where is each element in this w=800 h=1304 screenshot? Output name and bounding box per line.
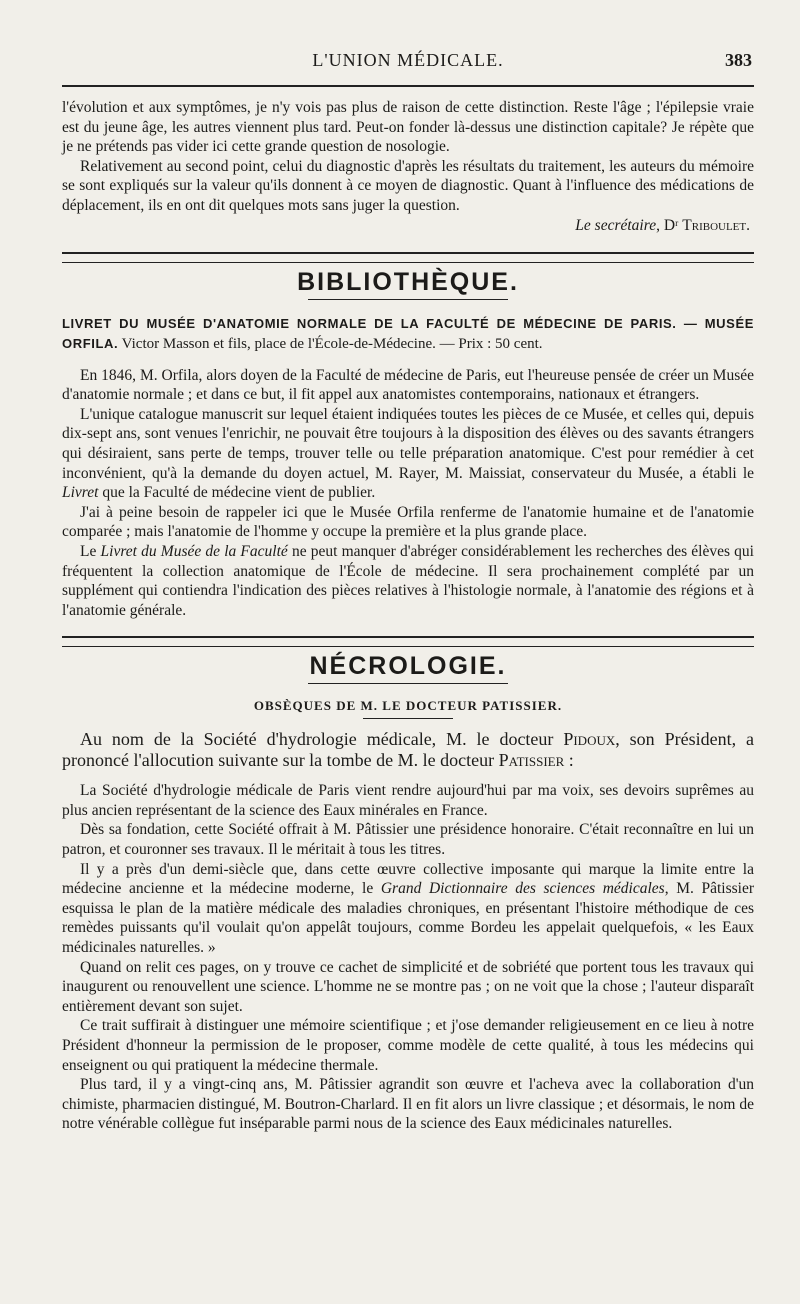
allocution-text: Au nom de la Société d'hydrologie médicale, M. le docteur — [80, 729, 564, 750]
paragraph-text: Le — [80, 542, 101, 560]
signature-role: Le secrétaire — [575, 216, 657, 234]
bibliotheque-body — [62, 366, 754, 621]
title-underline — [308, 683, 508, 684]
title-underline — [308, 299, 508, 300]
paragraph — [62, 860, 754, 958]
paragraph: Ce trait suffirait à distinguer une mémoire scientifique ; et j'ose demander religieusement en ce lieu à notre Président d'honneur la permission de le proposer, comme modèle de cette qualité, à tous les médecins qui enseignent ou qui pratiquent la médecine thermale. — [62, 1017, 754, 1074]
running-head — [62, 0, 754, 70]
necrologie-subtitle: OBSÈQUES DE M. LE DOCTEUR PATISSIER. — [253, 698, 563, 714]
section-title-necrologie: NÉCROLOGIE. — [309, 652, 507, 681]
name-pidoux: Pidoux — [563, 729, 616, 750]
paragraph: Quand on relit ces pages, on y trouve ce cachet de simplicité et de sobriété que portent tous les travaux qui inaugurent ou renouvellent une science. L'homme ne se montre pas ; on ne voit que la chose ; l'auteur disparaît entièrement devant son sujet. — [62, 958, 754, 1015]
allocution-text: , son Président, a prononcé l'allocution suivante sur la tombe de M. le docteur — [62, 729, 754, 771]
paragraph: Relativement au second point, celui du diagnostic d'après les résultats du traitement, les auteurs du mémoire se sont expliqués sur la valeur qu'ils donnent à ce moyen de diagnostic. Quant à l'influence des médications de déplacement, ils en ont dit quelques mots sans juger la question. — [62, 157, 754, 214]
section-divider — [62, 636, 754, 647]
paragraph: En 1846, M. Orfila, alors doyen de la Faculté de médecine de Paris, eut l'heureuse pensée de créer un Musée d'anatomie normale ; et dans ce but, il fit appel aux anatomistes contemporains, nationaux et étrangers. — [62, 366, 754, 404]
name-patissier: Patissier — [498, 750, 565, 771]
book-entry — [62, 314, 754, 354]
paragraph-text: que la Faculté de médecine vient de publier. — [98, 484, 376, 502]
book-entry-title: LIVRET DU MUSÉE D'ANATOMIE NORMALE DE LA FACULTÉ DE MÉDECINE DE PARIS. — MUSÉE ORFILA. — [62, 315, 754, 351]
paragraph-text: ne peut manquer d'abréger considérablement les recherches des élèves qui fréquentent la collection anatomique de l'École de médecine. Il sera prochainement complété par un supplément qui contiendra l'indication des pièces relatives à l'histologie normale, à l'anatomie des régions et à l'anatomie générale. — [62, 542, 754, 619]
paragraph-text: , M. Pâtissier esquissa le plan de la matière médicale des maladies chroniques, en présentant l'histoire méthodique de ces remèdes puissants qu'il voulait qu'on appelât toujours, comme Bordeu les appelait quelquefois, « les Eaux médicinales naturelles. » — [62, 880, 755, 957]
paragraph: La Société d'hydrologie médicale de Paris vient rendre aujourd'hui par ma voix, ses devoirs suprêmes au plus ancien représentant de la science des Eaux minérales en France. — [62, 782, 754, 819]
allocution-intro — [62, 729, 754, 771]
signature-separator: , — [656, 216, 664, 234]
signature-name: Triboulet. — [682, 216, 750, 234]
paragraph-text: Il y a près d'un demi-siècle que, dans cette œuvre collective imposante qui marque la limite entre la médecine ancienne et la médecine moderne, le — [62, 860, 754, 898]
allocution-text: : — [564, 750, 574, 771]
italic-livret-title: Livret du Musée de la Faculté — [100, 542, 288, 560]
paragraph-text: L'unique catalogue manuscrit sur lequel étaient indiquées toutes les pièces de ce Musée, et celles qui, depuis dix-sept ans, sont venues l'enrichir, ne pouvait être toujours à la disposition des élèves ou des savants étrangers qui désiraient, sans perte de temps, trouver telle ou telle préparation anatomique. C'est pour remédier à cet inconvénient, qu'à la demande du doyen actuel, M. Rayer, M. Maissiat, conservateur du Musée, a établi le — [62, 405, 754, 482]
signature — [62, 216, 754, 236]
section-divider — [62, 252, 754, 263]
speech-body — [62, 781, 754, 1134]
paragraph: l'évolution et aux symptômes, je n'y vois pas plus de raison de cette distinction. Reste l'âge ; l'épilepsie vraie est du jeune âge, les autres viennent plus tard. Peut-on fonder là-dessus une distinction capitale? Je répète que je ne prétends pas vider ici cette grande question de nosologie. — [62, 99, 754, 156]
paragraph: Dès sa fondation, cette Société offrait à M. Pâtissier une présidence honoraire. C'était reconnaître en lui un patron, et couronner ses travaux. Il le méritait à tous les titres. — [62, 821, 754, 859]
header-rule — [62, 85, 754, 87]
subtitle-underline — [363, 718, 453, 719]
italic-livret: Livret — [62, 484, 99, 502]
section-title-bibliotheque: BIBLIOTHÈQUE. — [297, 267, 519, 296]
top-section — [62, 98, 754, 236]
signature-title: Dʳ — [663, 216, 679, 234]
running-title: L'UNION MÉDICALE. — [312, 50, 504, 70]
paragraph — [62, 405, 754, 503]
page-number: 383 — [725, 50, 752, 70]
book-entry-publisher: Victor Masson et fils, place de l'École-de-Médecine. — Prix : 50 cent. — [118, 335, 543, 352]
paragraph: J'ai à peine besoin de rappeler ici que le Musée Orfila renferme de l'anatomie humaine et de l'anatomie comparée ; mais l'anatomie de l'homme y occupe la première et la plus grande place. — [62, 503, 754, 541]
italic-dictionnaire: Grand Dictionnaire des sciences médicales — [380, 880, 665, 898]
paragraph — [62, 542, 754, 620]
paragraph: Plus tard, il y a vingt-cinq ans, M. Pâtissier agrandit son œuvre et l'acheva avec la collaboration d'un chimiste, pharmacien distingué, M. Boutron-Charlard. Il en fit alors un livre classique ; et désormais, le nom de notre vénérable collègue fut inséparable parmi nous de la science des Eaux médicinales naturelles. — [62, 1076, 754, 1133]
